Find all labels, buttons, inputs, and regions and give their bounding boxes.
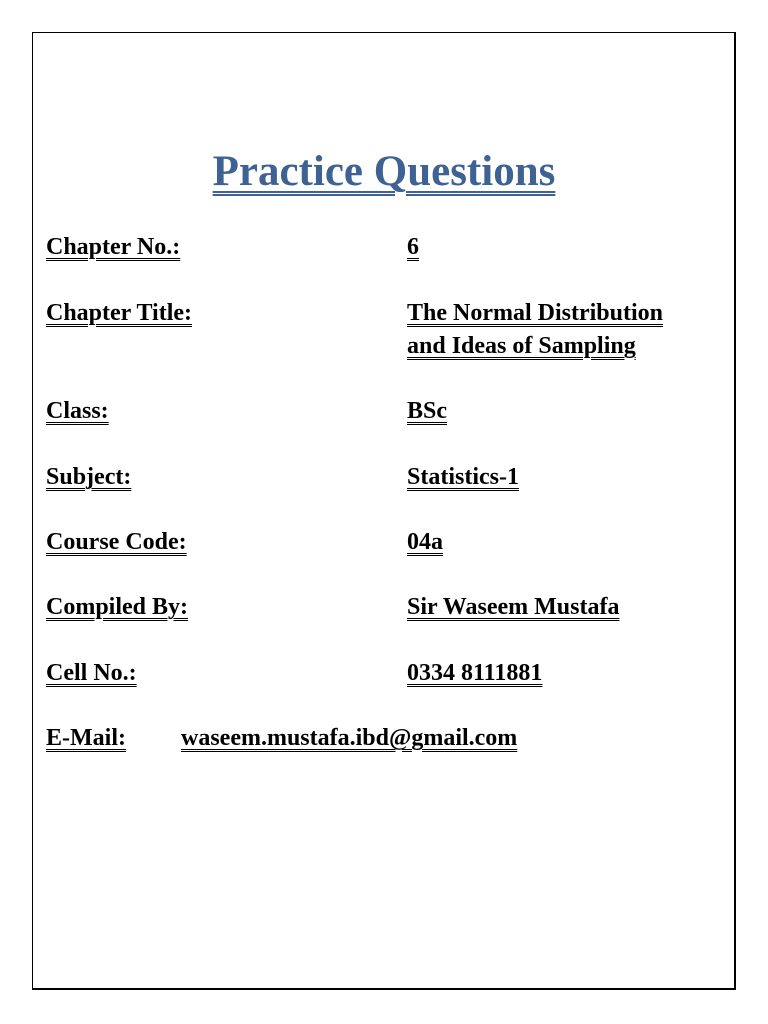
chapter-title-value-line2: and Ideas of Sampling (407, 333, 636, 359)
chapter-title-value-line1: The Normal Distribution (407, 300, 664, 326)
chapter-no-value: 6 (407, 234, 419, 260)
class-value: BSc (407, 398, 448, 424)
email-value: waseem.mustafa.ibd@gmail.com (181, 725, 518, 751)
page-title (0, 146, 768, 198)
course-code-value: 04a (407, 529, 443, 555)
course-code-label: Course Code: (46, 529, 187, 555)
page-title-text: Practice Questions (212, 148, 556, 195)
chapter-no-label: Chapter No.: (46, 234, 181, 260)
chapter-title-label: Chapter Title: (46, 300, 193, 326)
email-label: E-Mail: (46, 725, 126, 751)
cell-no-value: 0334 8111881 (407, 660, 543, 686)
subject-label: Subject: (46, 464, 132, 490)
compiled-by-label: Compiled By: (46, 594, 189, 620)
cell-no-label: Cell No.: (46, 660, 137, 686)
class-label: Class: (46, 398, 109, 424)
compiled-by-value: Sir Waseem Mustafa (407, 594, 620, 620)
subject-value: Statistics-1 (407, 464, 519, 490)
